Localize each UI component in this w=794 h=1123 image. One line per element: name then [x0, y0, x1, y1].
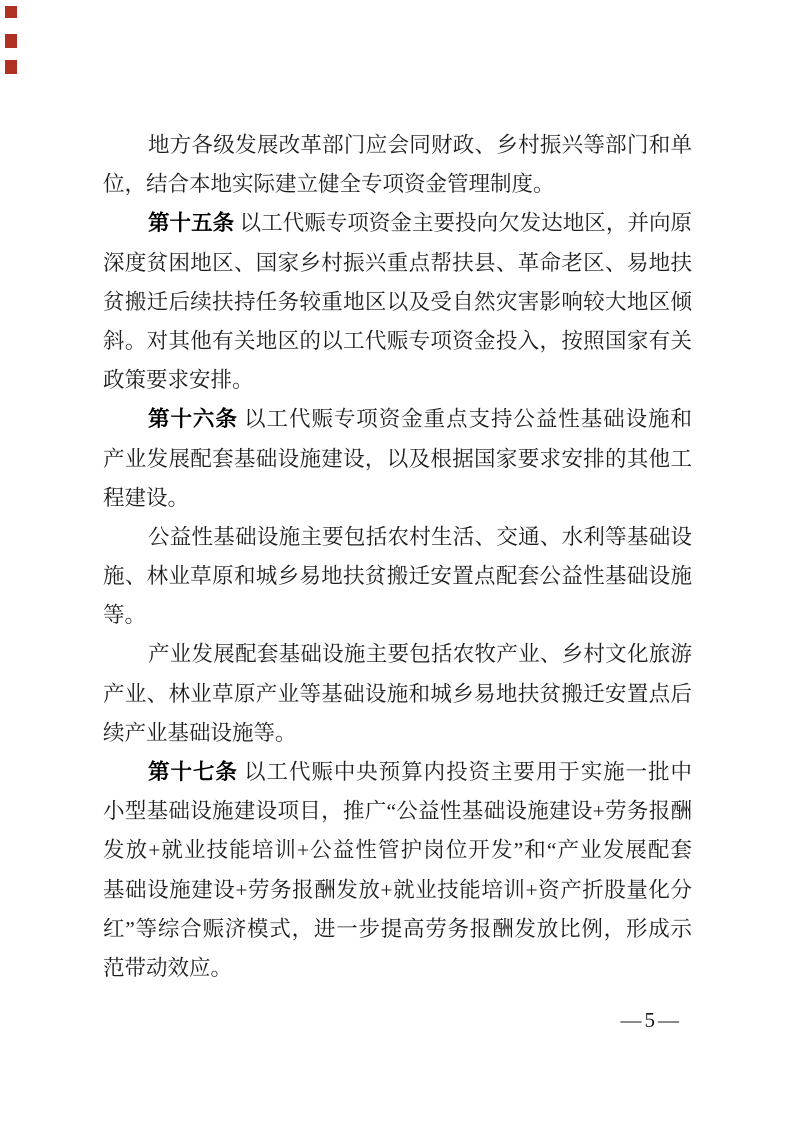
text-line: [103, 871, 692, 910]
line-text: 施、林业草原和城乡易地扶贫搬迁安置点配套公益性基础设施: [103, 564, 692, 589]
text-line: [103, 244, 692, 283]
line-text: 斜。对其他有关地区的以工代赈专项资金投入，按照国家有关: [103, 328, 692, 353]
line-text: 基础设施建设+劳务报酬发放+就业技能培训+资产折股量化分: [103, 877, 692, 902]
line-text: 政策要求安排。: [103, 368, 254, 393]
line-text: 小型基础设施建设项目，推广“公益性基础设施建设+劳务报酬: [103, 799, 692, 824]
line-text: 产业发展配套基础设施建设，以及根据国家要求安排的其他工: [103, 446, 692, 471]
line-text: 位，结合本地实际建立健全专项资金管理制度。: [103, 172, 555, 197]
line-text: 红”等综合赈济模式，进一步提高劳务报酬发放比例，形成示: [103, 916, 692, 941]
document-body: [103, 126, 692, 988]
line-text: 范带动效应。: [103, 955, 233, 980]
text-line: [103, 126, 692, 165]
article-number: 第十五条: [148, 211, 235, 236]
line-text: 等。: [103, 603, 147, 628]
text-line: [103, 479, 692, 518]
line-text: 深度贫困地区、国家乡村振兴重点帮扶县、革命老区、易地扶: [103, 250, 692, 275]
text-line: [103, 322, 692, 361]
text-line: [103, 440, 692, 479]
text-line: [103, 792, 692, 831]
text-line: [103, 204, 692, 243]
line-text: 产业、林业草原产业等基础设施和城乡易地扶贫搬迁安置点后: [103, 681, 692, 706]
text-line: [103, 675, 692, 714]
text-line: [103, 165, 692, 204]
article-number: 第十六条: [148, 407, 238, 432]
line-text: 公益性基础设施主要包括农村生活、交通、水利等基础设: [148, 524, 692, 549]
text-line: [103, 596, 692, 635]
text-line: [103, 283, 692, 322]
line-text: 以工代赈专项资金主要投向欠发达地区，并向原: [234, 211, 692, 236]
article-number: 第十七条: [148, 760, 238, 784]
text-line: [103, 361, 692, 400]
line-text: 发放+就业技能培训+公益性管护岗位开发”和“产业发展配套: [103, 838, 692, 863]
line-text: 续产业基础设施等。: [103, 720, 297, 745]
scan-artifact-mark: [5, 60, 17, 74]
line-text: 以工代赈中央预算内投资主要用于实施一批中: [237, 760, 692, 784]
text-line: [103, 831, 692, 870]
text-line: [103, 753, 692, 792]
line-text: 以工代赈专项资金重点支持公益性基础设施和: [237, 407, 692, 432]
scan-artifact-mark: [5, 34, 17, 48]
text-line: [103, 635, 692, 674]
page-number: —5—: [620, 1008, 682, 1032]
line-text: 贫搬迁后续扶持任务较重地区以及受自然灾害影响较大地区倾: [103, 289, 692, 314]
scan-artifact-mark: [5, 6, 17, 18]
text-line: [103, 949, 692, 988]
text-line: [103, 910, 692, 949]
text-line: [103, 400, 692, 439]
line-text: 产业发展配套基础设施主要包括农牧产业、乡村文化旅游: [148, 642, 692, 667]
line-text: 地方各级发展改革部门应会同财政、乡村振兴等部门和单: [148, 133, 692, 157]
text-line: [103, 714, 692, 753]
text-line: [103, 518, 692, 557]
text-line: [103, 557, 692, 596]
line-text: 程建设。: [103, 485, 190, 510]
